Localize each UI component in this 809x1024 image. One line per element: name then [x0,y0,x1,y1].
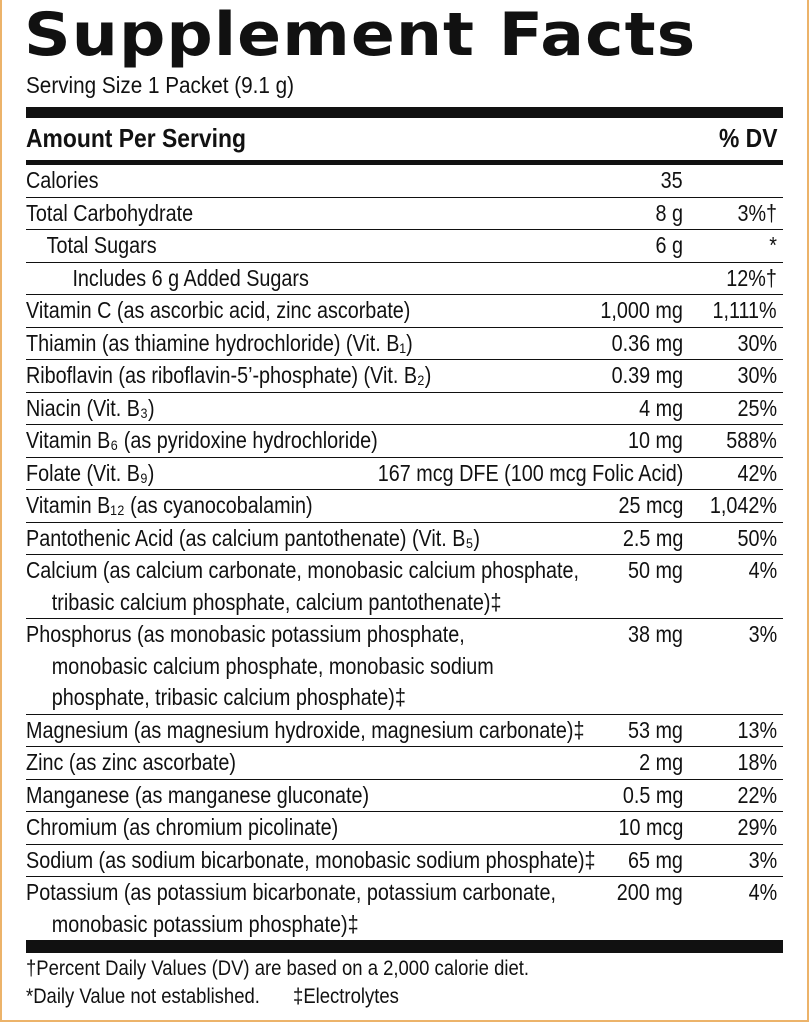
nutrient-name [26,877,677,940]
nutrient-name-line: phosphate, tribasic calcium phosphate)‡ [51,684,406,710]
nutrient-row [26,393,783,426]
nutrient-name [26,780,677,812]
nutrient-dv: 1,042% [709,492,777,518]
nutrient-name [26,230,677,262]
nutrient-amount: 0.5 mg [622,781,683,808]
nutrient-dv: 22% [737,781,777,808]
footnote-electrolytes: ‡Electrolytes [293,985,399,1008]
nutrient-name [26,165,677,197]
nutrient-row [26,523,783,556]
thick-divider-bottom [26,941,783,953]
nutrient-name-line: Vitamin B₁₂ (as cyanocobalamin) [26,492,313,518]
nutrient-row [26,360,783,393]
nutrient-amount: 35 [660,167,683,193]
header-percent-dv: % DV [718,123,777,153]
nutrient-amount: 2.5 mg [622,524,683,551]
nutrient-name-line: tribasic calcium phosphate, calcium pantothenate)‡ [51,588,502,615]
nutrient-name [26,393,677,425]
nutrient-amount: 8 g [655,199,683,226]
nutrient-name-line: monobasic potassium phosphate)‡ [51,910,359,937]
nutrient-name [26,619,677,714]
nutrient-row [26,490,783,523]
nutrient-row [26,877,783,941]
nutrient-name [26,812,677,844]
nutrient-dv: 18% [737,749,777,775]
header-amount-per-serving: Amount Per Serving [26,123,246,153]
nutrient-name-line: Riboflavin (as riboflavin-5’-phosphate) (Vit. B₂) [26,362,432,388]
nutrient-dv: 13% [737,716,777,743]
nutrient-name-line: Calories [26,167,99,193]
footnote-dv: †Percent Daily Values (DV) are based on a 2,000 calorie diet. [26,957,530,980]
nutrient-name-line: Pantothenic Acid (as calcium pantothenate) (Vit. B₅) [26,524,480,551]
nutrient-name-line: Total Sugars [46,232,157,258]
nutrient-name [26,295,677,327]
nutrient-row [26,328,783,361]
nutrient-row [26,780,783,813]
nutrient-amount: 2 mg [639,749,683,775]
nutrient-dv: 3% [748,846,777,873]
nutrient-amount: 65 mg [628,846,683,873]
serving-size: Serving Size 1 Packet (9.1 g) [26,72,295,98]
nutrient-name-line: Niacin (Vit. B₃) [26,394,155,421]
nutrient-name [26,845,677,877]
nutrient-amount: 10 mcg [618,814,683,840]
nutrient-name [26,263,677,295]
nutrient-dv: 30% [737,362,777,388]
nutrient-name-line: Sodium (as sodium bicarbonate, monobasic sodium phosphate)‡ [26,846,596,873]
nutrient-name [26,747,677,779]
nutrient-amount: 6 g [655,232,683,258]
nutrient-name-line: Includes 6 g Added Sugars [72,264,309,291]
nutrient-name-line: Chromium (as chromium picolinate) [26,814,339,840]
nutrient-row [26,425,783,458]
nutrient-name [26,715,677,747]
nutrient-name-line: monobasic calcium phosphate, monobasic sodium [51,652,494,679]
nutrient-dv: 29% [737,814,777,840]
nutrient-dv: 25% [737,394,777,421]
nutrient-rows [26,165,783,941]
nutrient-name-line: Potassium (as potassium bicarbonate, potassium carbonate, [26,879,556,905]
label-title: Supplement Facts [24,0,697,70]
nutrient-dv: 588% [726,427,777,453]
nutrient-name-line: Vitamin B₆ (as pyridoxine hydrochloride) [26,427,378,453]
nutrient-name-line: Phosphorus (as monobasic potassium phosphate, [26,621,465,647]
nutrient-amount: 25 mcg [618,492,683,518]
nutrient-name-line: Magnesium (as magnesium hydroxide, magnesium carbonate)‡ [26,716,585,743]
nutrient-name-line: Manganese (as manganese gluconate) [26,781,370,808]
footnote-not-established: *Daily Value not established. [26,985,260,1008]
nutrient-row [26,263,783,296]
nutrient-name [26,523,677,555]
nutrient-dv: 3%† [737,199,777,226]
nutrient-dv: 30% [737,329,777,356]
nutrient-amount: 200 mg [617,879,683,905]
footnote-line-2 [26,983,529,1011]
nutrient-name-line: Zinc (as zinc ascorbate) [26,749,236,775]
table-header [26,118,783,165]
nutrient-amount: 4 mg [639,394,683,421]
nutrient-row [26,295,783,328]
nutrient-amount: 10 mg [628,427,683,453]
nutrient-row [26,845,783,878]
nutrient-name [26,198,677,230]
nutrient-dv: 1,111% [712,297,777,323]
nutrient-name [26,490,677,522]
nutrient-dv: 50% [737,524,777,551]
nutrient-name-line: Vitamin C (as ascorbic acid, zinc ascorbate) [26,297,411,323]
nutrient-name [26,328,677,360]
nutrient-name-line: Calcium (as calcium carbonate, monobasic calcium phosphate, [26,557,580,583]
nutrient-name-line: Total Carbohydrate [26,199,194,226]
nutrient-amount: 0.39 mg [611,362,683,388]
nutrient-amount: 0.36 mg [611,329,683,356]
nutrient-amount: 53 mg [628,716,683,743]
nutrient-dv: 12%† [726,264,777,291]
nutrient-dv: 4% [748,557,777,583]
nutrient-name [26,360,677,392]
nutrient-name-line: Folate (Vit. B₉) [26,459,155,486]
nutrient-name [26,555,677,618]
nutrient-dv: 42% [737,459,777,486]
nutrient-dv: 4% [748,879,777,905]
nutrient-row [26,198,783,231]
nutrient-row [26,715,783,748]
nutrient-row [26,747,783,780]
nutrient-row [26,555,783,619]
nutrient-name [26,425,677,457]
nutrient-dv: 3% [748,621,777,647]
nutrient-amount: 1,000 mg [600,297,683,323]
nutrient-row [26,165,783,198]
nutrient-row [26,619,783,715]
nutrient-dv: * [769,232,777,258]
nutrient-amount: 38 mg [628,621,683,647]
nutrient-row [26,812,783,845]
nutrient-name-line: Thiamin (as thiamine hydrochloride) (Vit. B₁) [26,329,413,356]
thick-divider-top [26,107,783,118]
footnotes [26,955,529,1011]
nutrient-row [26,230,783,263]
nutrient-amount: 167 mcg DFE (100 mcg Folic Acid) [377,459,683,486]
nutrient-amount: 50 mg [628,557,683,583]
nutrient-row [26,458,783,491]
